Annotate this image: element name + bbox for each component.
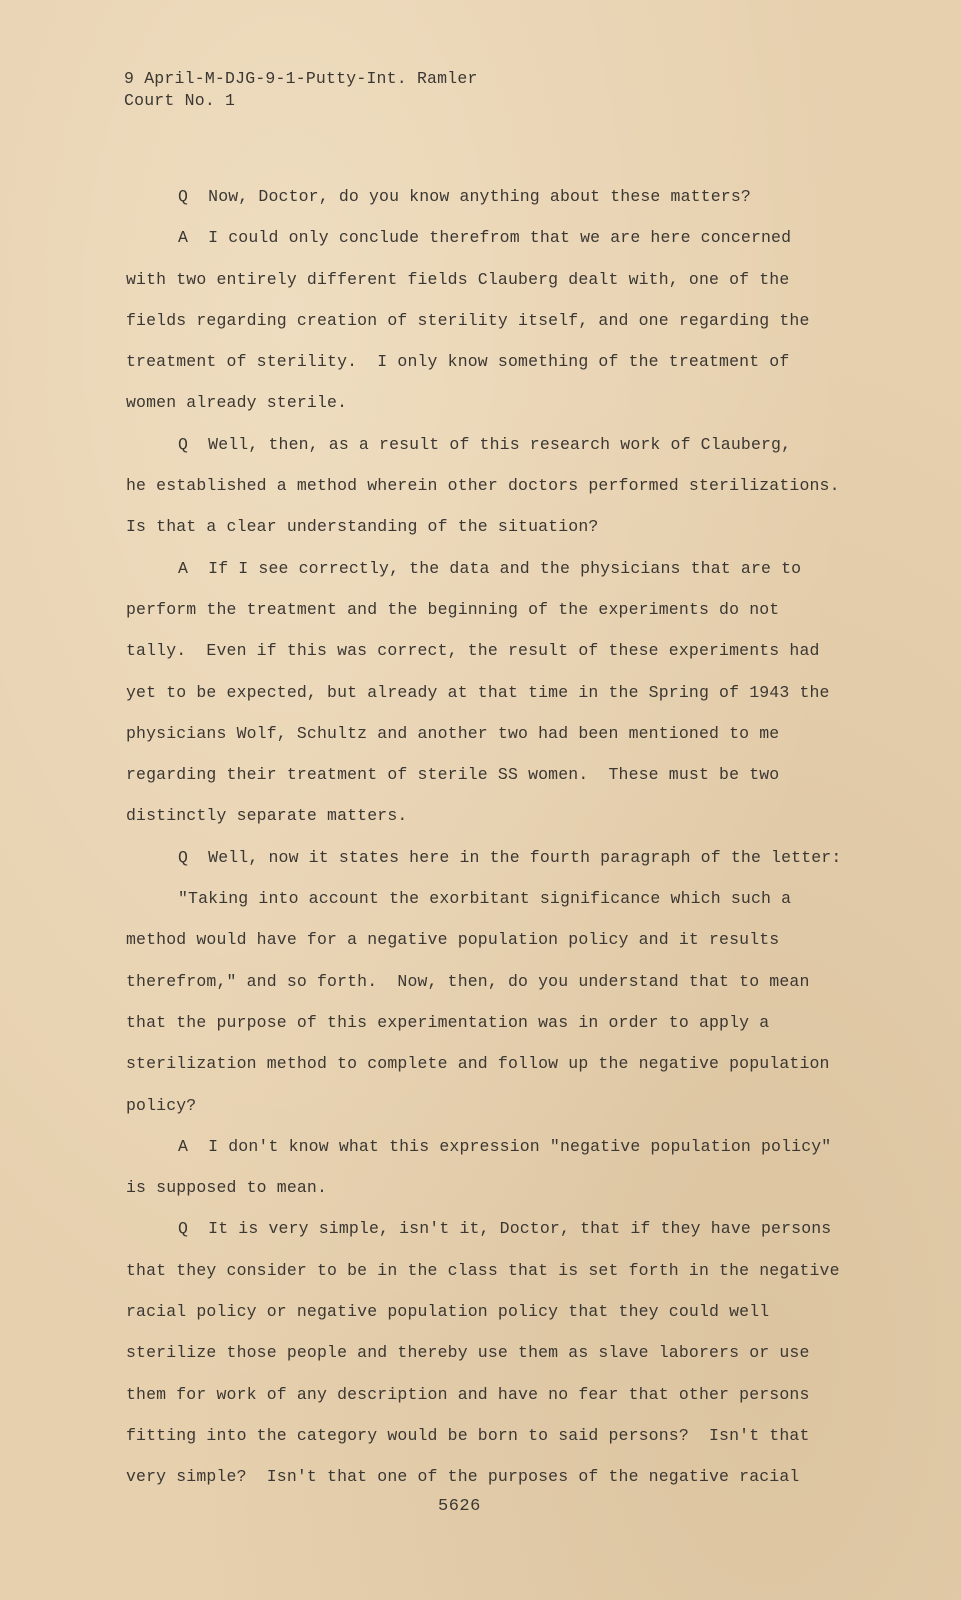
transcript-line: sterilize those people and thereby use them as slave laborers or use (126, 1343, 810, 1363)
transcript-line: Q Well, then, as a result of this research work of Clauberg, (178, 434, 792, 454)
transcript-line: Q It is very simple, isn't it, Doctor, that if they have persons (178, 1219, 832, 1239)
transcript-line: very simple? Isn't that one of the purposes of the negative racial (126, 1467, 800, 1487)
transcript-line: policy? (126, 1095, 197, 1115)
transcript-line: Q Now, Doctor, do you know anything about these matters? (178, 187, 751, 206)
transcript-line: Q Well, now it states here in the fourth paragraph of the letter: (178, 847, 842, 867)
transcript-line: that they consider to be in the class that is set forth in the negative (126, 1260, 840, 1280)
transcript-line: sterilization method to complete and follow up the negative population (126, 1054, 830, 1074)
transcript-line: perform the treatment and the beginning of the experiments do not (126, 599, 780, 619)
document-header (124, 68, 478, 112)
page-number: 5626 (438, 1497, 481, 1516)
header-reference: 9 April-M-DJG-9-1-Putty-Int. Ramler (124, 69, 478, 88)
transcript-line: them for work of any description and have no fear that other persons (126, 1384, 810, 1404)
transcript-line: tally. Even if this was correct, the result of these experiments had (126, 641, 820, 661)
transcript-line: fitting into the category would be born to said persons? Isn't that (126, 1425, 810, 1445)
transcript-line: yet to be expected, but already at that time in the Spring of 1943 the (126, 682, 830, 702)
transcript-line: is supposed to mean. (126, 1178, 328, 1198)
transcript-body (126, 186, 866, 1508)
header-court: Court No. 1 (124, 91, 236, 110)
transcript-line: "Taking into account the exorbitant significance which such a (178, 889, 792, 909)
transcript-line: that the purpose of this experimentation was in order to apply a (126, 1012, 770, 1032)
transcript-line: A I could only conclude therefrom that we are here concerned (178, 228, 792, 248)
transcript-line: therefrom," and so forth. Now, then, do you understand that to mean (126, 971, 810, 991)
transcript-line: Is that a clear understanding of the situation? (126, 517, 599, 537)
transcript-line: fields regarding creation of sterility itself, and one regarding the (126, 310, 810, 330)
transcript-line: treatment of sterility. I only know something of the treatment of (126, 352, 790, 372)
transcript-line: regarding their treatment of sterile SS women. These must be two (126, 765, 780, 785)
transcript-line: A I don't know what this expression "negative population policy" (178, 1136, 832, 1156)
transcript-line: racial policy or negative population policy that they could well (126, 1302, 770, 1322)
transcript-line: physicians Wolf, Schultz and another two had been mentioned to me (126, 723, 780, 743)
transcript-line: with two entirely different fields Clauberg dealt with, one of the (126, 269, 790, 289)
transcript-line: women already sterile. (126, 393, 348, 413)
transcript-line: A If I see correctly, the data and the physicians that are to (178, 558, 802, 578)
transcript-line: he established a method wherein other doctors performed sterilizations. (126, 476, 840, 496)
transcript-line: distinctly separate matters. (126, 806, 408, 826)
transcript-line: method would have for a negative population policy and it results (126, 930, 780, 950)
